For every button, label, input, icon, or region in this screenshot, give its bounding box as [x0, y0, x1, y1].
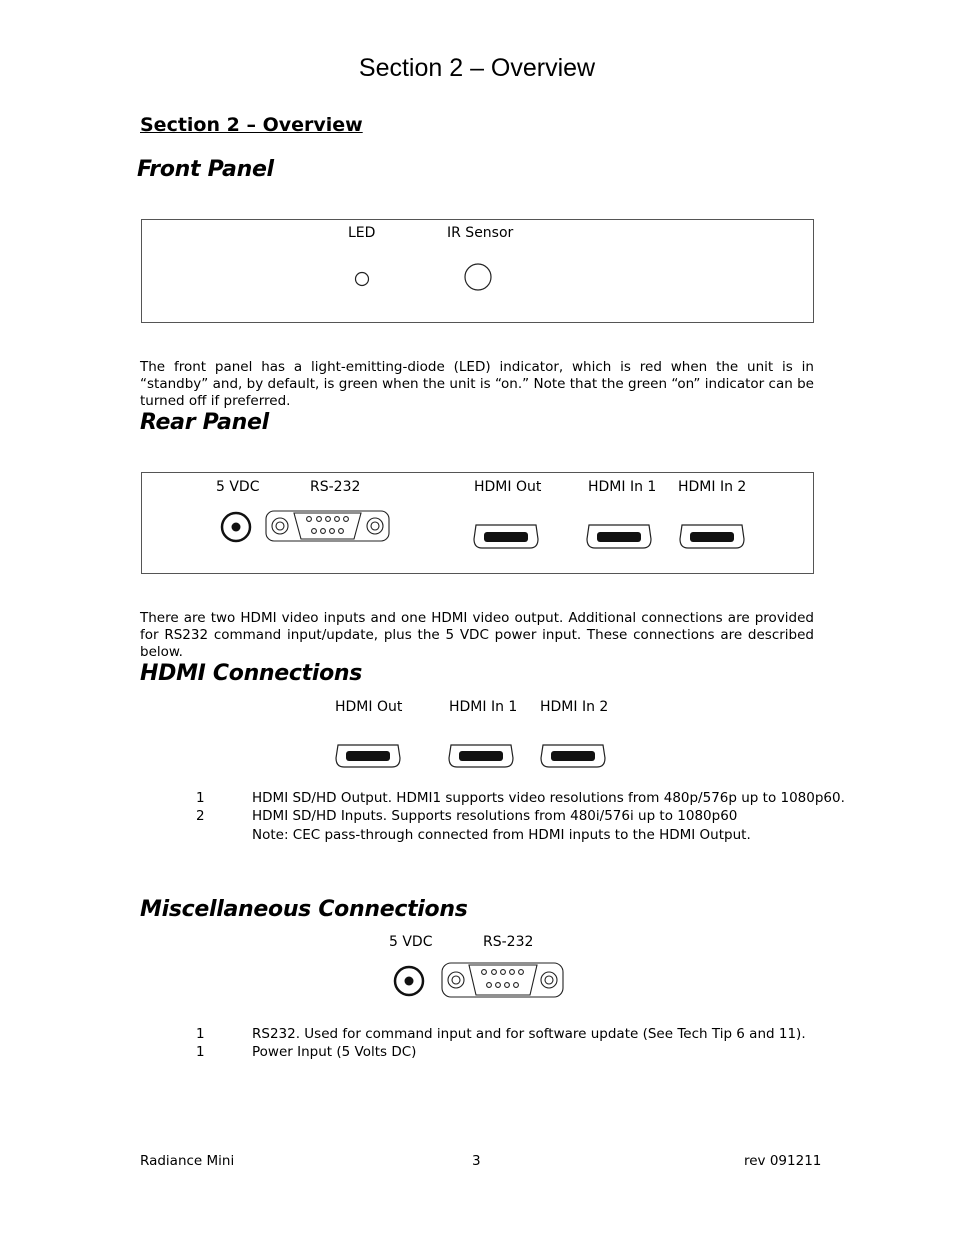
hdmi-in2-port-icon: [680, 525, 744, 548]
footer-page-number: 3: [472, 1153, 481, 1169]
led-label: LED: [348, 225, 376, 241]
ir-sensor-label: IR Sensor: [447, 225, 514, 241]
hdmi-in2-label: HDMI In 2: [540, 699, 609, 715]
hdmi-connections-heading: HDMI Connections: [140, 661, 363, 686]
front-panel-heading: Front Panel: [137, 157, 274, 182]
section-title: Section 2 – Overview: [140, 114, 363, 136]
misc-rs232-label: RS-232: [483, 934, 534, 950]
misc-connections-heading: Miscellaneous Connections: [140, 897, 468, 922]
misc-5vdc-label: 5 VDC: [389, 934, 433, 950]
hdmi-item-number: 1: [196, 790, 205, 806]
misc-item-text: RS232. Used for command input and for software update (See Tech Tip 6 and 11).: [252, 1026, 806, 1042]
hdmi-in1-port-icon: [587, 525, 651, 548]
misc-item-number: 1: [196, 1044, 205, 1060]
hdmi-out-label: HDMI Out: [335, 699, 403, 715]
hdmi-item-text: HDMI SD/HD Inputs. Supports resolutions from 480i/576i up to 1080p60: [252, 808, 738, 824]
hdmi-item-text: HDMI SD/HD Output. HDMI1 supports video resolutions from 480p/576p up to 1080p60.: [252, 790, 845, 806]
power-jack-icon: [222, 513, 250, 541]
led-icon: [356, 273, 369, 286]
footer-revision: rev 091211: [744, 1153, 822, 1169]
db9-connector-icon: [442, 963, 563, 997]
misc-connections-icons: [0, 954, 954, 1014]
hdmi-out-port-icon: [336, 745, 400, 767]
rear-5vdc-label: 5 VDC: [216, 479, 260, 495]
rear-hdmi-in1-label: HDMI In 1: [588, 479, 657, 495]
front-panel-description: The front panel has a light-emitting-diode (LED) indicator, which is red when the unit is in “standby” and, by default, is green when the unit is “on.” Note that the green “on” indicator can be turned off if preferred.: [140, 359, 814, 409]
power-jack-icon: [395, 967, 423, 995]
rear-panel-icons: [142, 473, 813, 573]
footer-product-name: Radiance Mini: [140, 1153, 235, 1169]
hdmi-in2-port-icon: [541, 745, 605, 767]
misc-item-number: 1: [196, 1026, 205, 1042]
hdmi-out-port-icon: [474, 525, 538, 548]
rear-panel-description: There are two HDMI video inputs and one HDMI video output. Additional connections are provided for RS232 command input/update, plus the 5 VDC power input. These connections are described below.: [140, 610, 814, 660]
rear-rs232-label: RS-232: [310, 479, 361, 495]
rear-hdmi-out-label: HDMI Out: [474, 479, 542, 495]
rear-panel-diagram: [141, 472, 814, 574]
db9-connector-icon: [266, 511, 389, 541]
rear-hdmi-in2-label: HDMI In 2: [678, 479, 747, 495]
hdmi-connections-icons: [0, 740, 954, 780]
hdmi-note: Note: CEC pass-through connected from HDMI inputs to the HDMI Output.: [252, 827, 751, 843]
hdmi-in1-port-icon: [449, 745, 513, 767]
page-header: Section 2 – Overview: [358, 54, 596, 82]
front-panel-icons: [142, 220, 813, 322]
rear-panel-heading: Rear Panel: [140, 410, 269, 435]
hdmi-item-number: 2: [196, 808, 205, 824]
ir-sensor-icon: [465, 264, 491, 290]
misc-item-text: Power Input (5 Volts DC): [252, 1044, 417, 1060]
hdmi-in1-label: HDMI In 1: [449, 699, 518, 715]
front-panel-diagram: [141, 219, 814, 323]
